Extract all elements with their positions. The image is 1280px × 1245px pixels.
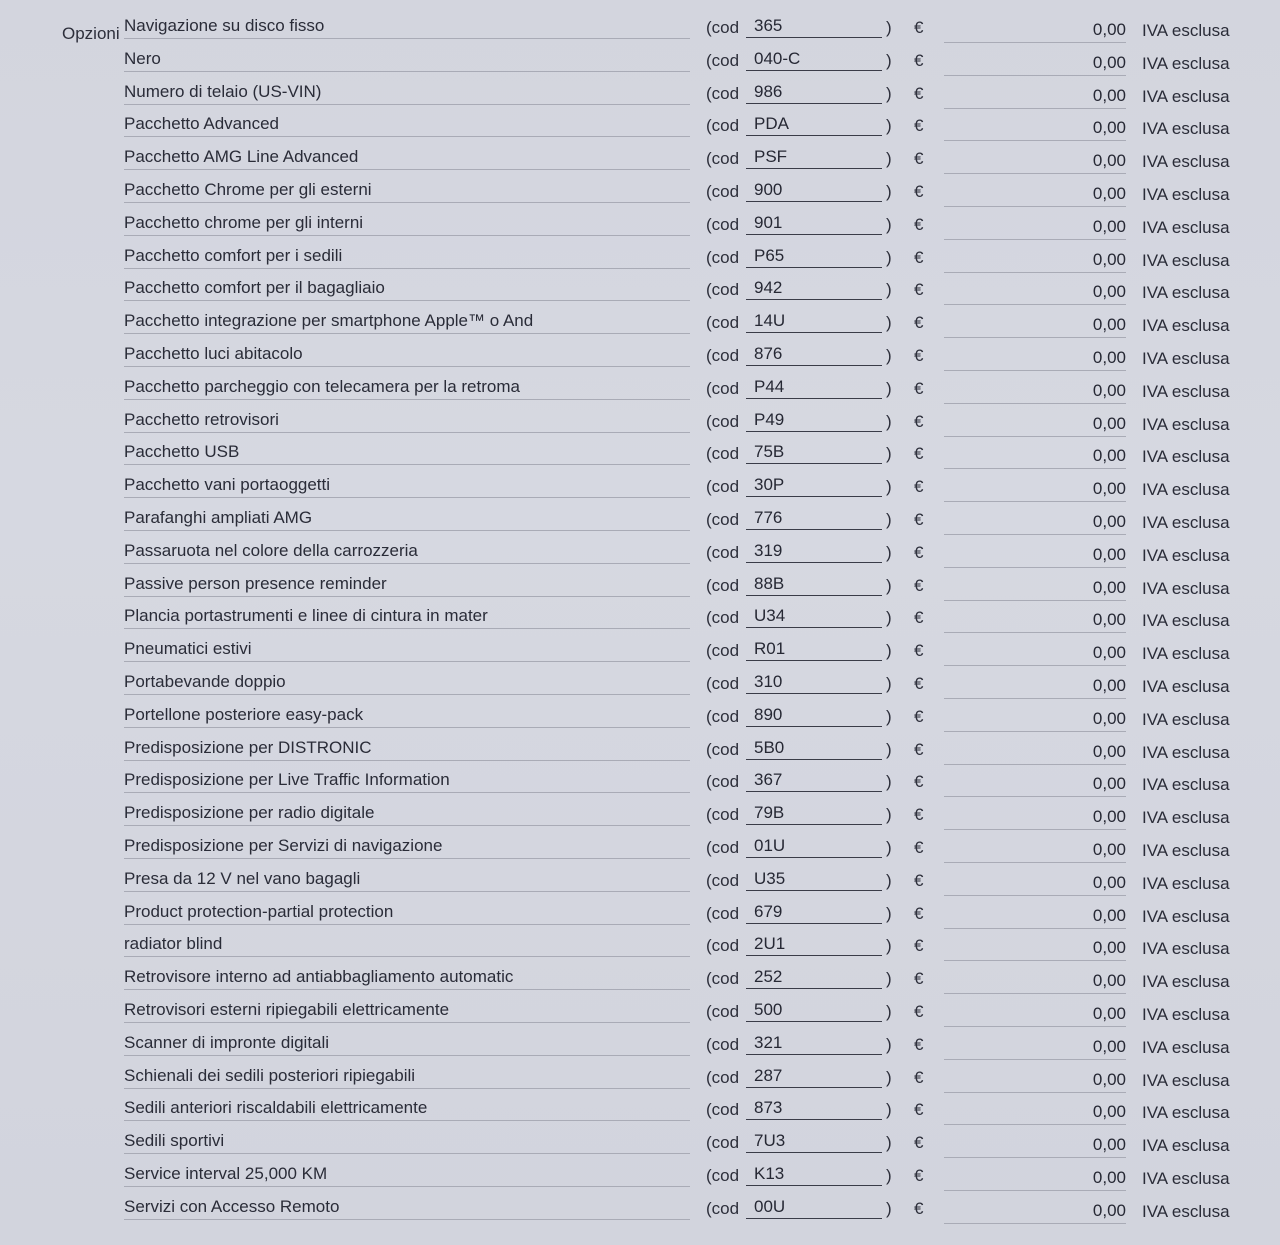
option-description: Service interval 25,000 KM — [124, 1164, 690, 1187]
option-description: Portabevande doppio — [124, 672, 690, 695]
code-prefix: (cod — [706, 674, 740, 693]
euro-sign: € — [914, 969, 924, 989]
euro-sign: € — [914, 575, 924, 595]
option-amount: 0,00 — [944, 217, 1126, 240]
vat-note: IVA esclusa — [1142, 972, 1230, 992]
option-code: 900 — [746, 180, 882, 202]
euro-sign: € — [914, 936, 924, 956]
option-code: 88B — [746, 574, 882, 596]
option-description: Plancia portastrumenti e linee di cintura in mater — [124, 606, 690, 629]
code-close-paren: ) — [886, 411, 892, 431]
option-code: 79B — [746, 803, 882, 825]
code-close-paren: ) — [886, 608, 892, 628]
code-prefix: (cod — [706, 1034, 740, 1054]
vat-note: IVA esclusa — [1142, 578, 1230, 598]
code-prefix: (cod — [706, 903, 740, 923]
euro-sign: € — [914, 739, 924, 759]
vat-note: IVA esclusa — [1142, 349, 1230, 368]
vat-note: IVA esclusa — [1142, 1070, 1230, 1090]
option-code: 2U1 — [746, 934, 882, 956]
option-amount: 0,00 — [944, 1201, 1126, 1224]
option-amount: 0,00 — [944, 118, 1126, 141]
code-close-paren: ) — [886, 575, 892, 595]
option-description: Predisposizione per radio digitale — [124, 803, 690, 826]
option-description: Product protection-partial protection — [124, 902, 690, 925]
code-close-paren: ) — [886, 936, 892, 956]
vat-note: IVA esclusa — [1142, 217, 1230, 237]
euro-sign: € — [914, 706, 924, 726]
code-prefix: (cod — [706, 772, 740, 792]
option-amount: 0,00 — [944, 807, 1126, 830]
option-code: 890 — [746, 705, 882, 727]
vat-note: IVA esclusa — [1142, 119, 1230, 139]
section-label-options: Opzioni — [62, 24, 120, 43]
option-amount: 0,00 — [944, 578, 1126, 601]
option-amount: 0,00 — [944, 53, 1126, 76]
option-row — [0, 145, 1280, 178]
euro-sign: € — [914, 116, 924, 136]
option-row — [0, 834, 1280, 867]
euro-sign: € — [914, 18, 924, 37]
option-code: 30P — [746, 475, 882, 497]
option-description: Pacchetto parcheggio con telecamera per la retroma — [124, 377, 690, 400]
option-row — [0, 1129, 1280, 1162]
option-row — [0, 1096, 1280, 1129]
option-code: 365 — [746, 16, 882, 38]
option-row — [0, 539, 1280, 572]
option-row — [0, 80, 1280, 113]
option-description: Pacchetto vani portaoggetti — [124, 475, 690, 498]
option-row — [0, 637, 1280, 670]
euro-sign: € — [914, 1198, 924, 1218]
code-close-paren: ) — [886, 969, 892, 989]
option-description: Pacchetto luci abitacolo — [124, 344, 690, 367]
option-description: Portellone posteriore easy-pack — [124, 705, 690, 728]
euro-sign: € — [914, 149, 924, 169]
code-close-paren: ) — [886, 739, 892, 759]
code-close-paren: ) — [886, 1034, 892, 1054]
option-amount: 0,00 — [944, 414, 1126, 437]
option-code: 901 — [746, 213, 882, 235]
option-row — [0, 998, 1280, 1031]
option-description: Scanner di impronte digitali — [124, 1033, 690, 1056]
option-amount: 0,00 — [944, 643, 1126, 666]
option-description: Pneumatici estivi — [124, 639, 690, 662]
euro-sign: € — [914, 1166, 924, 1185]
vat-note: IVA esclusa — [1142, 709, 1230, 729]
euro-sign: € — [914, 411, 924, 431]
euro-sign: € — [914, 1100, 924, 1120]
option-amount: 0,00 — [944, 282, 1126, 305]
option-code: K13 — [746, 1164, 882, 1186]
code-prefix: (cod — [706, 542, 740, 562]
code-prefix: (cod — [706, 280, 740, 300]
option-description: Predisposizione per DISTRONIC — [124, 738, 690, 761]
option-description: Predisposizione per Live Traffic Information — [124, 770, 690, 793]
option-amount: 0,00 — [944, 742, 1126, 765]
code-prefix: (cod — [706, 18, 740, 37]
euro-sign: € — [914, 772, 924, 792]
option-code: 310 — [746, 672, 882, 694]
option-description: Retrovisori esterni ripiegabili elettricamente — [124, 1000, 690, 1023]
option-amount: 0,00 — [944, 873, 1126, 896]
option-code: 873 — [746, 1098, 882, 1120]
option-description: radiator blind — [124, 934, 690, 957]
code-prefix: (cod — [706, 608, 740, 628]
vat-note: IVA esclusa — [1142, 939, 1230, 959]
code-prefix: (cod — [706, 706, 740, 726]
option-amount: 0,00 — [944, 512, 1126, 535]
option-code: 942 — [746, 278, 882, 300]
vat-note: IVA esclusa — [1142, 545, 1230, 565]
code-close-paren: ) — [886, 1100, 892, 1120]
euro-sign: € — [914, 870, 924, 890]
code-prefix: (cod — [706, 346, 740, 365]
option-amount: 0,00 — [944, 774, 1126, 797]
code-prefix: (cod — [706, 510, 740, 529]
option-row — [0, 900, 1280, 933]
option-code: PSF — [746, 147, 882, 169]
code-close-paren: ) — [886, 903, 892, 923]
option-description: Navigazione su disco fisso — [124, 16, 690, 39]
code-prefix: (cod — [706, 50, 740, 70]
code-prefix: (cod — [706, 116, 740, 136]
option-description: Sedili anteriori riscaldabili elettricamente — [124, 1098, 690, 1121]
vat-note: IVA esclusa — [1142, 185, 1230, 204]
option-amount: 0,00 — [944, 315, 1126, 338]
code-prefix: (cod — [706, 411, 740, 431]
option-code: U34 — [746, 606, 882, 628]
code-prefix: (cod — [706, 477, 740, 497]
option-code: 14U — [746, 311, 882, 333]
option-amount: 0,00 — [944, 676, 1126, 699]
code-prefix: (cod — [706, 247, 740, 267]
euro-sign: € — [914, 674, 924, 693]
euro-sign: € — [914, 1034, 924, 1054]
option-code: 500 — [746, 1000, 882, 1022]
code-prefix: (cod — [706, 1002, 740, 1021]
option-row — [0, 1031, 1280, 1064]
code-prefix: (cod — [706, 838, 740, 857]
code-close-paren: ) — [886, 706, 892, 726]
code-close-paren: ) — [886, 247, 892, 267]
option-row — [0, 867, 1280, 900]
option-description: Pacchetto AMG Line Advanced — [124, 147, 690, 170]
code-close-paren: ) — [886, 1002, 892, 1021]
euro-sign: € — [914, 510, 924, 529]
option-row — [0, 736, 1280, 769]
option-description: Predisposizione per Servizi di navigazione — [124, 836, 690, 859]
vat-note: IVA esclusa — [1142, 447, 1230, 467]
vat-note: IVA esclusa — [1142, 841, 1230, 860]
euro-sign: € — [914, 346, 924, 365]
vat-note: IVA esclusa — [1142, 873, 1230, 893]
option-row — [0, 1064, 1280, 1097]
vat-note: IVA esclusa — [1142, 283, 1230, 303]
code-close-paren: ) — [886, 1166, 892, 1185]
vat-note: IVA esclusa — [1142, 21, 1230, 40]
option-code: 252 — [746, 967, 882, 989]
vat-note: IVA esclusa — [1142, 611, 1230, 631]
option-amount: 0,00 — [944, 1004, 1126, 1027]
code-close-paren: ) — [886, 83, 892, 103]
vat-note: IVA esclusa — [1142, 414, 1230, 434]
option-row — [0, 768, 1280, 801]
euro-sign: € — [914, 641, 924, 661]
option-row — [0, 375, 1280, 408]
option-description: Schienali dei sedili posteriori ripiegabili — [124, 1066, 690, 1089]
option-description: Retrovisore interno ad antiabbagliamento automatic — [124, 967, 690, 990]
code-close-paren: ) — [886, 1067, 892, 1087]
vat-note: IVA esclusa — [1142, 742, 1230, 762]
option-description: Pacchetto chrome per gli interni — [124, 213, 690, 236]
option-row — [0, 801, 1280, 834]
option-amount: 0,00 — [944, 840, 1126, 863]
code-prefix: (cod — [706, 641, 740, 661]
option-code: R01 — [746, 639, 882, 661]
option-code: 776 — [746, 508, 882, 530]
vat-note: IVA esclusa — [1142, 906, 1230, 926]
option-code: 00U — [746, 1197, 882, 1219]
euro-sign: € — [914, 542, 924, 562]
euro-sign: € — [914, 280, 924, 300]
option-code: 321 — [746, 1033, 882, 1055]
vat-note: IVA esclusa — [1142, 381, 1230, 401]
code-prefix: (cod — [706, 1166, 740, 1185]
option-code: 876 — [746, 344, 882, 366]
option-amount: 0,00 — [944, 381, 1126, 404]
option-row — [0, 244, 1280, 277]
option-code: P65 — [746, 246, 882, 268]
code-close-paren: ) — [886, 214, 892, 234]
option-row — [0, 14, 1280, 47]
option-code: 75B — [746, 442, 882, 464]
euro-sign: € — [914, 1067, 924, 1087]
option-amount: 0,00 — [944, 348, 1126, 371]
euro-sign: € — [914, 1133, 924, 1153]
code-prefix: (cod — [706, 1198, 740, 1218]
option-amount: 0,00 — [944, 1070, 1126, 1093]
vat-note: IVA esclusa — [1142, 1169, 1230, 1188]
vat-note: IVA esclusa — [1142, 775, 1230, 795]
euro-sign: € — [914, 805, 924, 825]
option-row — [0, 178, 1280, 211]
option-row — [0, 342, 1280, 375]
code-prefix: (cod — [706, 870, 740, 890]
option-code: 367 — [746, 770, 882, 792]
euro-sign: € — [914, 214, 924, 234]
code-close-paren: ) — [886, 1198, 892, 1218]
option-code: P44 — [746, 377, 882, 399]
option-description: Numero di telaio (US-VIN) — [124, 82, 690, 105]
option-row — [0, 276, 1280, 309]
euro-sign: € — [914, 444, 924, 464]
option-amount: 0,00 — [944, 610, 1126, 633]
option-code: P49 — [746, 410, 882, 432]
code-prefix: (cod — [706, 1067, 740, 1087]
option-code: 5B0 — [746, 738, 882, 760]
euro-sign: € — [914, 247, 924, 267]
option-description: Pacchetto USB — [124, 442, 690, 465]
euro-sign: € — [914, 838, 924, 857]
code-close-paren: ) — [886, 1133, 892, 1153]
vat-note: IVA esclusa — [1142, 152, 1230, 172]
code-prefix: (cod — [706, 1133, 740, 1153]
code-close-paren: ) — [886, 50, 892, 70]
vat-note: IVA esclusa — [1142, 86, 1230, 106]
code-prefix: (cod — [706, 805, 740, 825]
option-amount: 0,00 — [944, 906, 1126, 929]
code-close-paren: ) — [886, 805, 892, 825]
option-description: Passive person presence reminder — [124, 574, 690, 597]
euro-sign: € — [914, 50, 924, 70]
euro-sign: € — [914, 1002, 924, 1021]
code-close-paren: ) — [886, 477, 892, 497]
option-row — [0, 703, 1280, 736]
code-close-paren: ) — [886, 674, 892, 693]
option-description: Pacchetto retrovisori — [124, 410, 690, 433]
code-prefix: (cod — [706, 182, 740, 201]
option-code: 319 — [746, 541, 882, 563]
option-row — [0, 604, 1280, 637]
option-amount: 0,00 — [944, 446, 1126, 469]
option-row — [0, 408, 1280, 441]
euro-sign: € — [914, 477, 924, 497]
code-close-paren: ) — [886, 772, 892, 792]
vat-note: IVA esclusa — [1142, 250, 1230, 270]
code-prefix: (cod — [706, 444, 740, 464]
euro-sign: € — [914, 378, 924, 398]
option-amount: 0,00 — [944, 479, 1126, 502]
vat-note: IVA esclusa — [1142, 644, 1230, 664]
code-close-paren: ) — [886, 346, 892, 365]
code-close-paren: ) — [886, 838, 892, 857]
option-code: 040-C — [746, 49, 882, 71]
code-prefix: (cod — [706, 1100, 740, 1120]
option-code: 679 — [746, 902, 882, 924]
vat-note: IVA esclusa — [1142, 1201, 1230, 1221]
option-amount: 0,00 — [944, 971, 1126, 994]
option-amount: 0,00 — [944, 709, 1126, 732]
vat-note: IVA esclusa — [1142, 480, 1230, 500]
option-row — [0, 1195, 1280, 1228]
option-row — [0, 965, 1280, 998]
option-row — [0, 47, 1280, 80]
option-description: Pacchetto comfort per i sedili — [124, 246, 690, 269]
option-description: Passaruota nel colore della carrozzeria — [124, 541, 690, 564]
option-description: Pacchetto comfort per il bagagliaio — [124, 278, 690, 301]
option-amount: 0,00 — [944, 86, 1126, 109]
code-prefix: (cod — [706, 969, 740, 989]
option-amount: 0,00 — [944, 938, 1126, 961]
option-amount: 0,00 — [944, 1037, 1126, 1060]
option-description: Pacchetto Advanced — [124, 114, 690, 137]
euro-sign: € — [914, 83, 924, 103]
code-close-paren: ) — [886, 641, 892, 661]
code-prefix: (cod — [706, 936, 740, 956]
code-close-paren: ) — [886, 18, 892, 37]
option-amount: 0,00 — [944, 20, 1126, 43]
option-code: 287 — [746, 1066, 882, 1088]
option-description: Presa da 12 V nel vano bagagli — [124, 869, 690, 892]
vat-note: IVA esclusa — [1142, 1103, 1230, 1123]
vat-note: IVA esclusa — [1142, 677, 1230, 696]
option-code: 01U — [746, 836, 882, 858]
vat-note: IVA esclusa — [1142, 1005, 1230, 1024]
option-row — [0, 112, 1280, 145]
option-amount: 0,00 — [944, 1102, 1126, 1125]
option-code: PDA — [746, 114, 882, 136]
option-amount: 0,00 — [944, 545, 1126, 568]
option-code: 7U3 — [746, 1131, 882, 1153]
option-code: U35 — [746, 869, 882, 891]
option-description: Sedili sportivi — [124, 1131, 690, 1154]
option-amount: 0,00 — [944, 151, 1126, 174]
code-prefix: (cod — [706, 214, 740, 234]
option-row — [0, 670, 1280, 703]
euro-sign: € — [914, 313, 924, 333]
code-prefix: (cod — [706, 575, 740, 595]
option-row — [0, 309, 1280, 342]
option-description: Nero — [124, 49, 690, 72]
code-close-paren: ) — [886, 870, 892, 890]
code-prefix: (cod — [706, 313, 740, 333]
option-row — [0, 1162, 1280, 1195]
code-prefix: (cod — [706, 378, 740, 398]
option-row — [0, 572, 1280, 605]
option-description: Pacchetto integrazione per smartphone Apple™ o And — [124, 311, 690, 334]
code-prefix: (cod — [706, 739, 740, 759]
euro-sign: € — [914, 608, 924, 628]
option-amount: 0,00 — [944, 184, 1126, 207]
code-close-paren: ) — [886, 182, 892, 201]
option-row — [0, 506, 1280, 539]
code-close-paren: ) — [886, 149, 892, 169]
option-amount: 0,00 — [944, 250, 1126, 273]
code-close-paren: ) — [886, 280, 892, 300]
option-description: Servizi con Accesso Remoto — [124, 1197, 690, 1220]
code-close-paren: ) — [886, 313, 892, 333]
vat-note: IVA esclusa — [1142, 316, 1230, 336]
option-row — [0, 211, 1280, 244]
option-amount: 0,00 — [944, 1135, 1126, 1158]
code-close-paren: ) — [886, 510, 892, 529]
option-description: Pacchetto Chrome per gli esterni — [124, 180, 690, 203]
euro-sign: € — [914, 903, 924, 923]
code-close-paren: ) — [886, 116, 892, 136]
option-row — [0, 932, 1280, 965]
option-amount: 0,00 — [944, 1168, 1126, 1191]
option-row — [0, 440, 1280, 473]
code-prefix: (cod — [706, 83, 740, 103]
vat-note: IVA esclusa — [1142, 53, 1230, 73]
option-description: Parafanghi ampliati AMG — [124, 508, 690, 531]
vat-note: IVA esclusa — [1142, 1136, 1230, 1156]
code-close-paren: ) — [886, 542, 892, 562]
option-row — [0, 473, 1280, 506]
vat-note: IVA esclusa — [1142, 808, 1230, 828]
vat-note: IVA esclusa — [1142, 513, 1230, 532]
euro-sign: € — [914, 182, 924, 201]
code-prefix: (cod — [706, 149, 740, 169]
vat-note: IVA esclusa — [1142, 1037, 1230, 1057]
code-close-paren: ) — [886, 378, 892, 398]
code-close-paren: ) — [886, 444, 892, 464]
option-code: 986 — [746, 82, 882, 104]
